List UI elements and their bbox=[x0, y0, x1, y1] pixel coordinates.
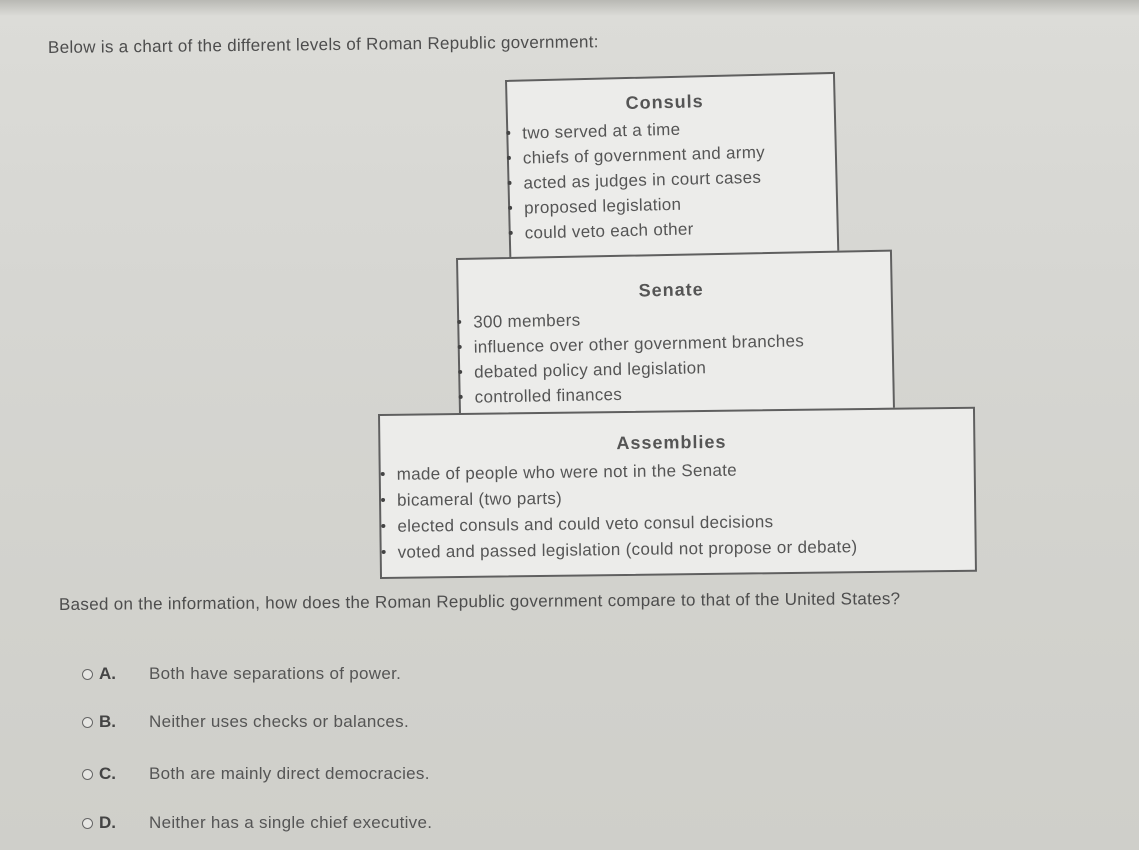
radio-button-d[interactable] bbox=[82, 818, 93, 829]
consuls-box bbox=[505, 72, 839, 266]
option-letter: B. bbox=[99, 712, 116, 731]
list-item: could veto each other bbox=[524, 215, 767, 246]
assemblies-box bbox=[378, 407, 977, 579]
list-item: elected consuls and could veto consul decisions bbox=[397, 508, 857, 540]
senate-box bbox=[456, 250, 895, 418]
intro-text: Below is a chart of the different levels of Roman Republic government: bbox=[47, 32, 599, 57]
list-item: debated policy and legislation bbox=[474, 353, 805, 384]
bullet-icon bbox=[507, 181, 511, 185]
list-item: voted and passed legislation (could not propose or debate) bbox=[398, 534, 858, 566]
option-letter: D. bbox=[99, 813, 116, 832]
bullet-icon bbox=[381, 524, 385, 528]
answer-option-c[interactable] bbox=[82, 762, 430, 786]
list-item: influence over other government branches bbox=[473, 328, 804, 359]
answer-option-b[interactable] bbox=[82, 710, 409, 734]
bullet-icon bbox=[458, 370, 462, 374]
bullet-icon bbox=[509, 231, 513, 235]
assemblies-list bbox=[397, 456, 858, 566]
senate-title: Senate bbox=[638, 279, 704, 301]
list-item: two served at a time bbox=[522, 115, 765, 146]
assemblies-title: Assemblies bbox=[616, 431, 727, 454]
option-text: Neither uses checks or balances. bbox=[149, 712, 410, 731]
bullet-icon bbox=[457, 320, 461, 324]
radio-button-a[interactable] bbox=[82, 669, 93, 680]
bullet-icon bbox=[507, 156, 511, 160]
bullet-icon bbox=[381, 472, 385, 476]
top-edge-shadow bbox=[0, 0, 1139, 16]
list-item: 300 members bbox=[473, 303, 804, 334]
bullet-icon bbox=[506, 131, 510, 135]
radio-button-b[interactable] bbox=[82, 717, 93, 728]
bullet-icon bbox=[458, 345, 462, 349]
answer-option-a[interactable] bbox=[82, 662, 401, 686]
list-item: acted as judges in court cases bbox=[523, 165, 766, 196]
answer-option-d[interactable] bbox=[82, 811, 432, 835]
question-text: Based on the information, how does the Roman Republic government compare to that of the United States? bbox=[58, 589, 901, 614]
radio-button-c[interactable] bbox=[82, 769, 93, 780]
consuls-list bbox=[522, 115, 767, 246]
option-text: Neither has a single chief executive. bbox=[149, 813, 433, 832]
option-text: Both are mainly direct democracies. bbox=[149, 764, 430, 783]
bullet-icon bbox=[381, 498, 385, 502]
option-letter: C. bbox=[99, 764, 116, 783]
list-item: bicameral (two parts) bbox=[397, 482, 857, 514]
bullet-icon bbox=[382, 550, 386, 554]
list-item: proposed legislation bbox=[524, 190, 767, 221]
consuls-title: Consuls bbox=[625, 91, 704, 114]
list-item: chiefs of government and army bbox=[523, 140, 766, 171]
senate-list bbox=[473, 303, 805, 409]
option-text: Both have separations of power. bbox=[149, 664, 402, 683]
bullet-icon bbox=[459, 395, 463, 399]
option-letter: A. bbox=[99, 664, 116, 683]
list-item: controlled finances bbox=[474, 378, 805, 409]
bullet-icon bbox=[508, 206, 512, 210]
list-item: made of people who were not in the Senate bbox=[397, 456, 857, 488]
